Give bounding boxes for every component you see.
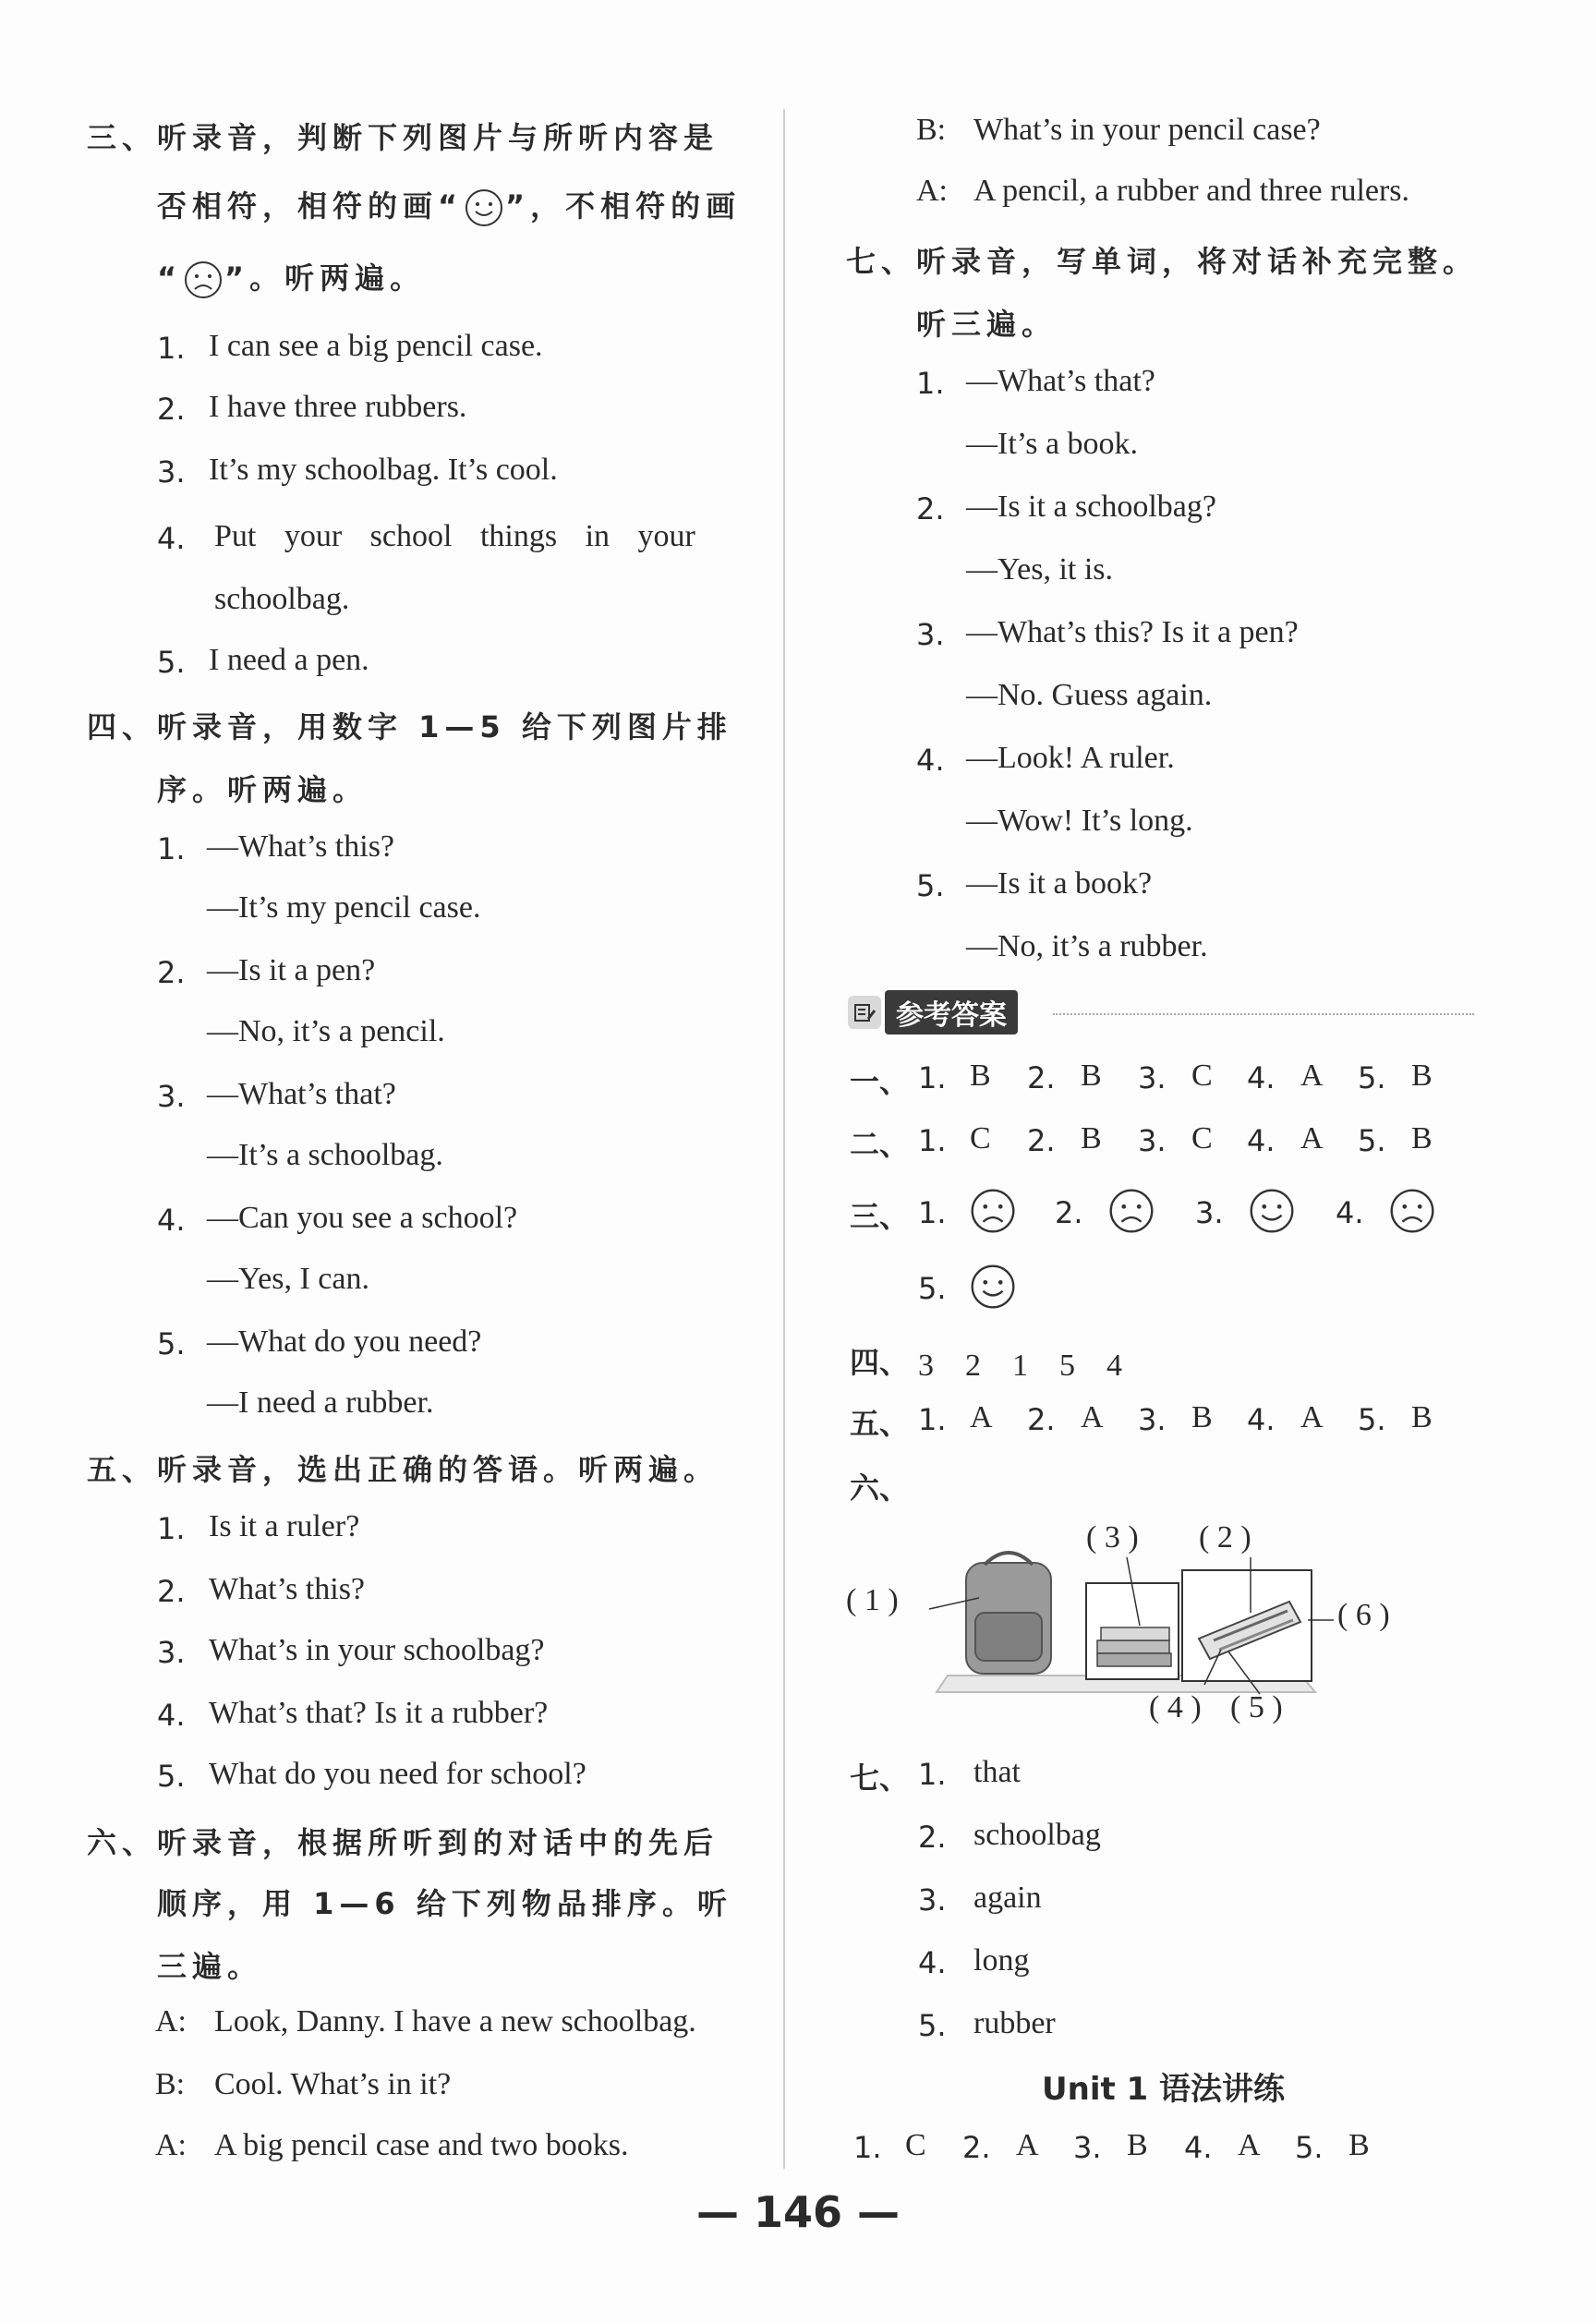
smile-face-icon [968, 1262, 1018, 1312]
answer-number: 2. [1027, 1123, 1056, 1158]
answer-label: 二、 [850, 1127, 910, 1162]
dialog-line: Look, Danny. I have a new schoolbag. [214, 2004, 696, 2039]
answer-sequence: 3 2 1 5 4 [918, 1349, 1122, 1383]
list-item: —Yes, I can. [207, 1262, 369, 1296]
list-item: —Look! A ruler. [966, 741, 1175, 775]
list-item-number: 3. [157, 1635, 186, 1670]
answer-number: 3. [918, 1882, 947, 1918]
list-item-number: 2. [157, 1574, 186, 1609]
answer-number: 3. [1073, 2130, 1102, 2165]
list-item: —It’s a book. [966, 427, 1139, 461]
sad-face-icon [1387, 1186, 1437, 1236]
list-item: —What do you need? [207, 1325, 482, 1359]
unit-title: Unit 1 语法讲练 [1042, 2071, 1286, 2108]
answer-value: A [970, 1400, 993, 1434]
answer-value: C [1191, 1059, 1213, 1093]
list-item: —What’s that? [966, 364, 1155, 398]
section3-title-line1: 三、听录音，判断下列图片与所听内容是 [87, 120, 719, 155]
dialog-line: A big pencil case and two books. [214, 2128, 629, 2162]
smile-face-icon [1247, 1186, 1297, 1236]
section4-title-line2: 序。听两遍。 [157, 772, 369, 807]
answer-value: A [1081, 1400, 1104, 1434]
list-item-number: 2. [157, 392, 186, 427]
answer-number: 3. [1138, 1123, 1167, 1158]
list-item-number: 5. [916, 868, 945, 903]
answer-number: 5. [1295, 2130, 1324, 2165]
illustration-mark: ( 2 ) [1199, 1520, 1251, 1555]
dialog-line: What’s in your pencil case? [973, 113, 1321, 147]
answer-value: A [1300, 1400, 1324, 1434]
list-item-number: 4. [157, 1698, 186, 1733]
answer-value: B [1127, 2128, 1148, 2162]
list-item: —I need a rubber. [207, 1385, 434, 1420]
list-item-number: 3. [157, 1079, 186, 1114]
answer-label: 一、 [850, 1064, 910, 1099]
answer-key-divider [1053, 1013, 1474, 1015]
answer-number: 1. [918, 1757, 947, 1792]
answer-key-label: 参考答案 [885, 990, 1018, 1034]
list-item: What’s in your schoolbag? [209, 1633, 545, 1667]
list-item: I need a pen. [209, 643, 369, 677]
list-item: I can see a big pencil case. [209, 329, 543, 363]
answer-number: 4. [1247, 1402, 1276, 1437]
list-item-number: 1. [916, 366, 945, 401]
list-item-continued: schoolbag. [214, 582, 350, 616]
answer-number: 1. [853, 2130, 882, 2165]
answer-value: rubber [973, 2006, 1056, 2040]
answer-number: 4. [1336, 1195, 1364, 1230]
answer-value: C [970, 1121, 991, 1155]
list-item: I have three rubbers. [209, 390, 467, 424]
answer-value: B [1411, 1121, 1433, 1155]
list-item: —Wow! It’s long. [966, 804, 1193, 838]
answer-number: 5. [1358, 1402, 1386, 1437]
answer-label: 五、 [850, 1406, 910, 1441]
list-item-number: 5. [157, 1759, 186, 1794]
answer-number: 2. [918, 1820, 947, 1855]
section3-title-line2a: 否相符，相符的画“ [157, 188, 464, 224]
answer-number: 4. [918, 1945, 947, 1980]
list-item: —What’s this? [207, 829, 395, 864]
book-pencil-icon [848, 996, 881, 1029]
answer-key-tag [848, 992, 1018, 1033]
list-item: —Is it a schoolbag? [966, 490, 1216, 524]
answer-value: long [973, 1943, 1030, 1978]
answer-number: 1. [918, 1060, 947, 1095]
answer-value: B [1411, 1400, 1433, 1434]
dialog-line: Cool. What’s in it? [214, 2067, 452, 2101]
answer-number: 1. [918, 1402, 947, 1437]
answer-number: 5. [1358, 1123, 1386, 1158]
answer-value: B [1191, 1400, 1213, 1434]
list-item-number: 4. [157, 521, 186, 556]
answer-value: B [1411, 1059, 1433, 1093]
answer-label: 四、 [850, 1345, 910, 1380]
list-item: Is it a ruler? [209, 1509, 360, 1543]
list-item-number: 4. [916, 743, 945, 778]
section3-title-line3a: “ [157, 260, 183, 296]
answer-number: 3. [1138, 1060, 1167, 1095]
sad-face-icon [182, 259, 224, 301]
section3-title-line2b: ”，不相符的画 [505, 188, 742, 224]
list-item-number: 4. [157, 1203, 186, 1238]
section4-title-line1: 四、听录音，用数字 1—5 给下列图片排 [87, 709, 732, 744]
page-number: — 146 — [695, 2187, 901, 2237]
illustration-mark: ( 5 ) [1230, 1690, 1283, 1724]
answer-value: B [1081, 1059, 1102, 1093]
illustration-mark: ( 4 ) [1149, 1690, 1202, 1724]
answer-label: 三、 [850, 1199, 910, 1234]
section3-title-line2 [157, 183, 741, 229]
answer-number: 4. [1247, 1060, 1276, 1095]
list-item: —Yes, it is. [966, 552, 1114, 587]
section3-title-line3b: ”。听两遍。 [224, 260, 426, 296]
answer-number: 1. [918, 1123, 947, 1158]
section6-title-line3: 三遍。 [157, 1949, 263, 1984]
list-item-number: 2. [157, 955, 186, 990]
dialog-line: A pencil, a rubber and three rulers. [973, 174, 1410, 208]
sad-face-icon [968, 1186, 1018, 1236]
answer-label: 七、 [850, 1760, 910, 1796]
list-item: —It’s a schoolbag. [207, 1138, 443, 1172]
list-item-number: 1. [157, 331, 186, 366]
answer-number: 3. [1195, 1195, 1224, 1230]
illustration-mark: ( 3 ) [1086, 1520, 1139, 1555]
list-item-number: 1. [157, 1511, 186, 1546]
list-item: It’s my schoolbag. It’s cool. [209, 453, 558, 487]
answer-value: B [1348, 2128, 1370, 2162]
section7-title-line1: 七、听录音，写单词，将对话补充完整。 [846, 244, 1479, 279]
illustration-mark: ( 1 ) [846, 1583, 899, 1617]
answer-value: B [970, 1059, 991, 1093]
speaker-label: A: [155, 2128, 187, 2162]
answer-number: 1. [918, 1195, 947, 1230]
list-item: What’s this? [209, 1572, 366, 1606]
speaker-label: A: [916, 174, 948, 208]
list-item: What’s that? Is it a rubber? [209, 1696, 549, 1730]
answer-number: 4. [1247, 1123, 1276, 1158]
list-item: What do you need for school? [209, 1757, 586, 1791]
answer-value: that [973, 1755, 1021, 1789]
list-item-number: 2. [916, 491, 945, 526]
list-item: —What’s that? [207, 1077, 396, 1111]
list-item: —No, it’s a pencil. [207, 1014, 445, 1048]
answer-value: again [973, 1881, 1042, 1915]
answer-value: schoolbag [973, 1818, 1101, 1852]
speaker-label: B: [155, 2067, 186, 2101]
list-item: —Is it a book? [966, 866, 1153, 901]
smile-face-icon [463, 187, 505, 229]
column-divider [783, 109, 785, 2169]
answer-number: 5. [918, 1271, 947, 1306]
section6-title-line2: 顺序，用 1—6 给下列物品排序。听 [157, 1886, 732, 1921]
answer-value: C [905, 2128, 926, 2162]
sad-face-icon [1106, 1186, 1156, 1236]
list-item: —Is it a pen? [207, 953, 376, 987]
list-item-number: 5. [157, 1326, 186, 1361]
list-item: —What’s this? Is it a pen? [966, 615, 1299, 649]
list-item-number: 5. [157, 645, 186, 680]
answer-number: 3. [1138, 1402, 1167, 1437]
answer-number: 2. [1055, 1195, 1083, 1230]
answer-value: A [1300, 1059, 1324, 1093]
answer-number: 4. [1184, 2130, 1213, 2165]
list-item-number: 1. [157, 831, 186, 866]
answer-value: A [1238, 2128, 1261, 2162]
answer-value: C [1191, 1121, 1213, 1155]
section3-title-line3 [157, 255, 425, 301]
section5-title: 五、听录音，选出正确的答语。听两遍。 [87, 1452, 719, 1487]
list-item: —No. Guess again. [966, 678, 1213, 712]
answer-value: A [1300, 1121, 1324, 1155]
answer-number: 2. [962, 2130, 991, 2165]
answer-number: 2. [1027, 1060, 1056, 1095]
section7-title-line2: 听三遍。 [916, 307, 1058, 342]
list-item: Put your school things in your [214, 519, 695, 553]
list-item: —No, it’s a rubber. [966, 929, 1208, 963]
answer-number: 5. [1358, 1060, 1386, 1095]
answer-number: 5. [918, 2008, 947, 2043]
answer-value: A [1016, 2128, 1039, 2162]
speaker-label: A: [155, 2004, 187, 2039]
list-item: —Can you see a school? [207, 1201, 518, 1235]
list-item-number: 3. [157, 454, 186, 490]
speaker-label: B: [916, 113, 947, 147]
list-item-number: 3. [916, 617, 945, 652]
list-item: —It’s my pencil case. [207, 890, 481, 925]
answer-label: 六、 [850, 1470, 910, 1506]
answer-value: B [1081, 1121, 1102, 1155]
answer-number: 2. [1027, 1402, 1056, 1437]
section6-title-line1: 六、听录音，根据所听到的对话中的先后 [87, 1825, 719, 1860]
illustration-mark: ( 6 ) [1337, 1598, 1390, 1632]
